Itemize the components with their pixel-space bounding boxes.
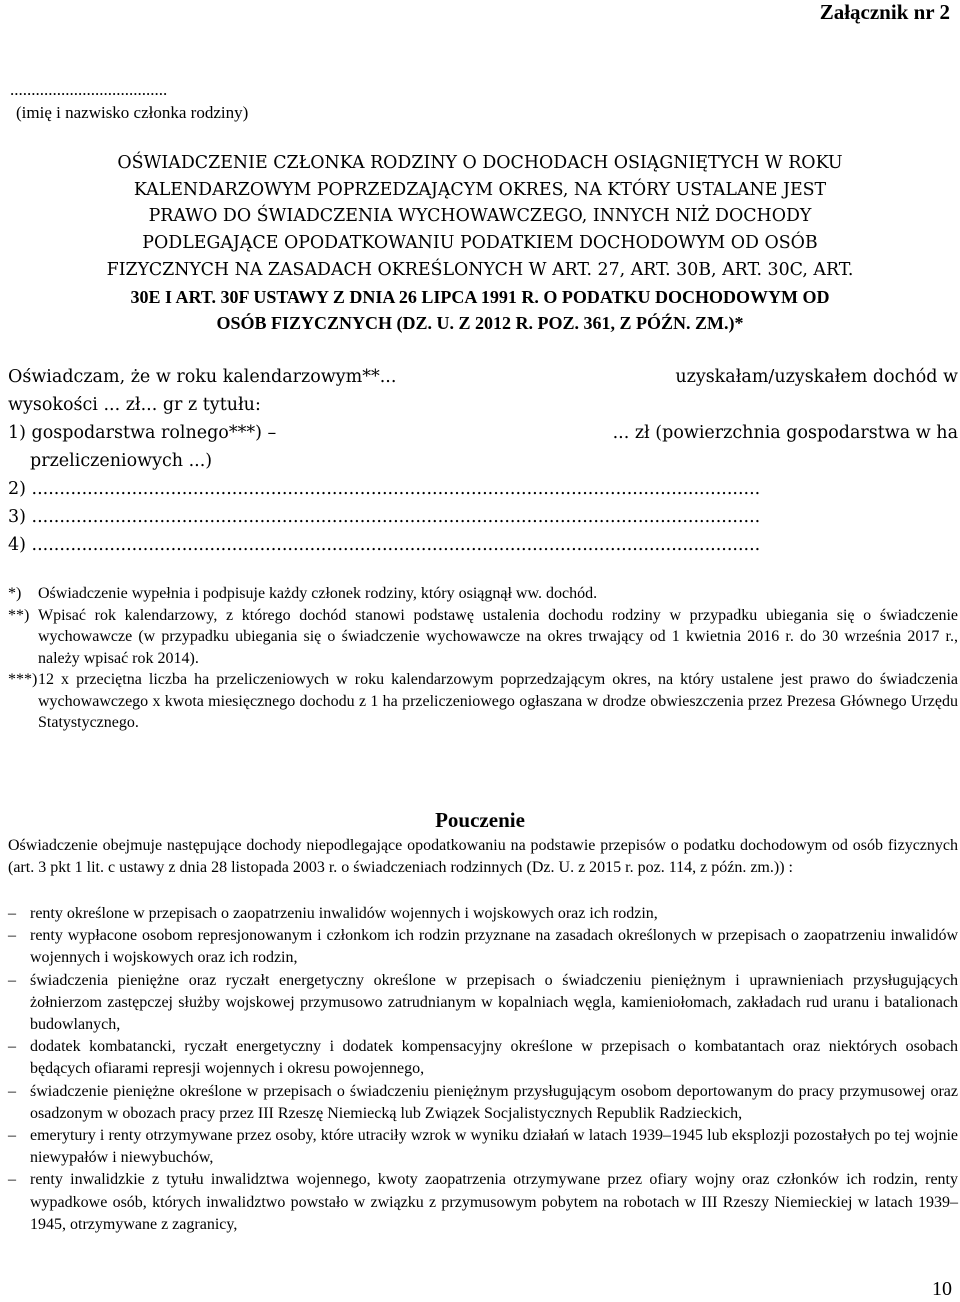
title-line: 30E I ART. 30F USTAWY Z DNIA 26 LIPCA 1991 R. O PODATKU DOCHODOWYM OD <box>130 286 830 307</box>
dash-bullet: – <box>8 1127 16 1145</box>
member-name-line: ..................................... <box>10 80 168 99</box>
title-line: KALENDARZOWYM POPRZEDZAJĄCYM OKRES, NA KTÓRY USTALANE JEST <box>133 179 827 200</box>
footnote-mark: **) <box>8 606 30 624</box>
farm-income-amount: ... zł (powierzchnia gospodarstwa w ha <box>612 423 958 443</box>
farm-area-line: przeliczeniowych ...) <box>30 451 213 471</box>
list-item-text: emerytury i renty otrzymywane przez osoby, które utraciły wzrok w wyniku działań w latach 1939–1945 lub eksplozji pozostałych po tej wojnie niewypałów i niewybuchów, <box>30 1127 958 1167</box>
list-item <box>8 903 958 925</box>
title-line: OŚWIADCZENIE CZŁONKA RODZINY O DOCHODACH OSIĄGNIĘTYCH W ROKU <box>117 153 843 173</box>
page-number: 10 <box>932 1278 952 1300</box>
income-source-item: 4) ................................................................................................................................... <box>8 535 761 555</box>
member-name-caption: (imię i nazwisko członka rodziny) <box>16 103 249 122</box>
list-item-text: renty wypłacone osobom represjonowanym i członkom ich rodzin przyznane na zasadach określonych w przepisach o zaopatrzeniu inwalidów wojennych i wojskowych oraz ich rodzin, <box>30 927 958 967</box>
dash-bullet: – <box>8 971 16 989</box>
footnote-text: Wpisać rok kalendarzowy, z którego dochód stanowi podstawę ustalenia dochodu rodziny w przypadku ubiegania się o świadczenie wychowawcze (w przypadku ubiegania się o świadczenie wychowawcze na okres trwający od 1 kwietnia 2016 r. do 30 września 2017 r., należy wpisać rok 2014). <box>38 606 958 667</box>
footnote <box>8 669 958 734</box>
instruction-intro: Oświadczenie obejmuje następujące dochody niepodlegające opodatkowaniu na podstawie przepisów o podatku dochodowym od osób fizycznych (art. 3 pkt 1 lit. c ustawy z dnia 28 listopada 2003 r. o świadczeniach rodzinnych (Dz. U. z 2015 r. poz. 114, z późn. zm.)) : <box>8 837 958 876</box>
list-item-text: świadczenia pieniężne oraz ryczałt energetyczny określone w przepisach o świadczeniu pieniężnym i uprawnieniach przysługujących żołnierzom zastępczej służby wojskowej przymusowo zatrudnianym w kopalniach węgla, kamieniołomach, zakładach rud uranu i batalionach budowlanych, <box>30 971 958 1034</box>
dash-bullet: – <box>8 1171 16 1189</box>
list-item-text: świadczenie pieniężne określone w przepisach o świadczeniu pieniężnym przysługującym osobom deportowanym do pracy przymusowej oraz osadzonym w obozach pracy przez III Rzeszę Niemiecką lub Związek Socjalistycznych Republik Radzieckich, <box>30 1082 958 1122</box>
title-line: PODLEGAJĄCE OPODATKOWANIU PODATKIEM DOCHODOWYM OD OSÓB <box>142 233 818 254</box>
declaration-income-text: uzyskałam/uzyskałem dochód w <box>675 367 958 387</box>
list-item <box>8 1125 958 1169</box>
title-line: PRAWO DO ŚWIADCZENIA WYCHOWAWCZEGO, INNYCH NIŻ DOCHODY <box>148 206 812 227</box>
list-item <box>8 925 958 969</box>
income-amount-line: wysokości ... zł... gr z tytułu: <box>8 395 261 415</box>
title-line: FIZYCZNYCH NA ZASADACH OKREŚLONYCH W ART. 27, ART. 30B, ART. 30C, ART. <box>106 259 854 280</box>
list-item-text: dodatek kombatancki, ryczałt energetyczny i dodatek kompensacyjny określone w przepisach o kombatantach oraz niektórych osobach będących ofiarami represji wojennych i okresu powojennego, <box>30 1038 958 1078</box>
year-field[interactable]: ... <box>379 367 397 387</box>
income-type-list <box>8 903 958 1236</box>
income-source-item <box>8 419 958 447</box>
list-item <box>8 1081 958 1125</box>
dash-bullet: – <box>8 927 16 945</box>
list-item-text: renty inwalidzkie z tytułu inwalidztwa wojennego, kwoty zaopatrzenia otrzymywane przez ofiary wojny oraz członków ich rodzin, renty wypadkowe osób, których inwalidztwo powstało w związku z przymusowym pobytem na robotach w III Rzeszy Niemieckiej w latach 1939–1945, otrzymywane z zagranicy, <box>30 1171 958 1233</box>
declaration-section <box>8 363 958 559</box>
footnote-mark: ***) <box>8 671 38 688</box>
list-item-text: renty określone w przepisach o zaopatrzeniu inwalidów wojennych i wojskowych oraz ich rodzin, <box>30 905 658 922</box>
farm-income-label: 1) gospodarstwa rolnego***) – <box>8 423 277 443</box>
footnote-mark: *) <box>8 585 22 602</box>
income-source-item: 2) ................................................................................................................................... <box>8 479 761 499</box>
list-item <box>8 1169 958 1236</box>
declaration-line <box>8 363 958 391</box>
declaration-year-text: Oświadczam, że w roku kalendarzowym** <box>8 367 380 387</box>
footnote-text: Oświadczenie wypełnia i podpisuje każdy członek rodziny, który osiągnął ww. dochód. <box>38 585 598 602</box>
footnotes <box>8 583 958 734</box>
footnote <box>8 605 958 670</box>
dash-bullet: – <box>8 905 16 922</box>
footnote <box>8 583 958 605</box>
list-item <box>8 970 958 1037</box>
annex-label: Załącznik nr 2 <box>819 0 950 24</box>
document-title <box>20 150 940 337</box>
title-line: OSÓB FIZYCZNYCH (DZ. U. Z 2012 R. POZ. 361, Z PÓŹN. ZM.)* <box>216 313 744 334</box>
dash-bullet: – <box>8 1038 16 1056</box>
income-source-item: 3) ................................................................................................................................... <box>8 507 761 527</box>
dash-bullet: – <box>8 1082 16 1100</box>
instruction-heading: Pouczenie <box>435 808 525 832</box>
list-item <box>8 1036 958 1080</box>
footnote-text: 12 x przeciętna liczba ha przeliczeniowych w roku kalendarzowym poprzedzającym okres, na który ustalene jest prawo do świadczenia wychowawczego x kwota miesięcznego dochodu z 1 ha przeliczeniowego ogłaszana w drodze obwieszczenia przez Prezesa Głównego Urzędu Statystycznego. <box>38 671 958 731</box>
